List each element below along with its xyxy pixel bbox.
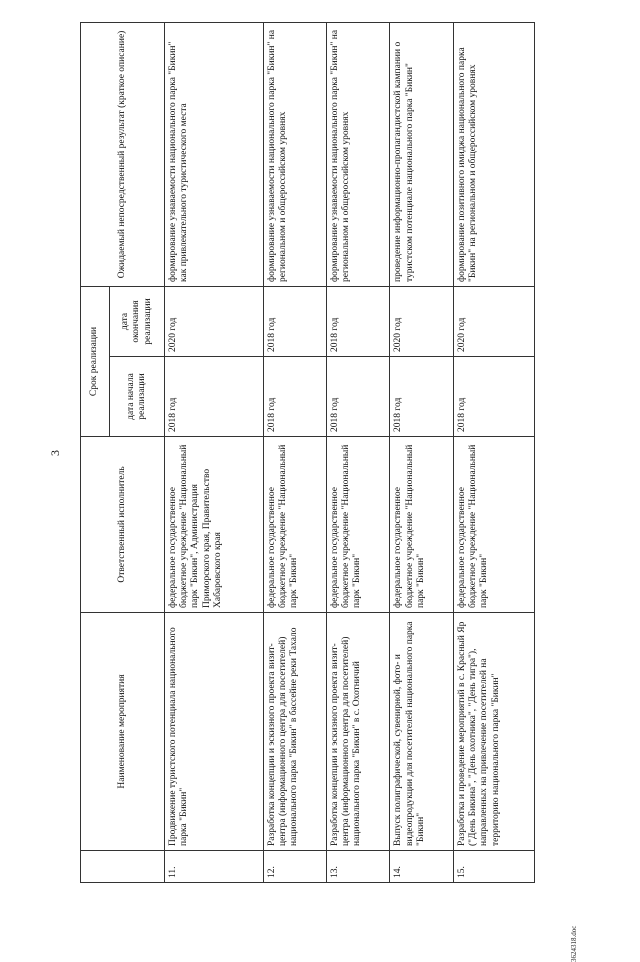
row-name: Выпуск полиграфической, сувенирной, фото- и видеопродукции для посетителей национального парка "Бикин"	[390, 613, 453, 851]
header-number	[81, 851, 165, 883]
row-number: 12.	[263, 851, 326, 883]
row-name: Продвижение туристского потенциала национального парка "Бикин"	[165, 613, 264, 851]
row-number: 13.	[327, 851, 390, 883]
row-end: 2020 год	[453, 286, 534, 356]
row-start: 2018 год	[263, 357, 326, 437]
table-row	[165, 22, 264, 882]
page-number: 3	[48, 450, 62, 456]
row-responsible: федеральное государственное бюджетное учреждение "Национальный парк "Бикин", Администрация Приморского края, Правительство Хабаровского края	[165, 437, 264, 613]
row-start: 2018 год	[453, 357, 534, 437]
table-row	[263, 22, 326, 882]
row-end: 2018 год	[263, 286, 326, 356]
row-name: Разработка концепции и эскизного проекта визит-центра (информационного центра для посетителей) национального парка "Бикин" в бассейне реки Тахало	[263, 613, 326, 851]
table-row	[327, 22, 390, 882]
table-row	[390, 22, 453, 882]
row-responsible: федеральное государственное бюджетное учреждение "Национальный парк "Бикин"	[263, 437, 326, 613]
row-start: 2018 год	[327, 357, 390, 437]
header-name: Наименование мероприятия	[81, 613, 165, 851]
row-end: 2020 год	[165, 286, 264, 356]
header-responsible: Ответственный исполнитель	[81, 437, 165, 613]
row-result: проведение информационно-пропагандистской кампании о туристском потенциале национального парка "Бикин"	[390, 22, 453, 286]
table-row	[453, 22, 534, 882]
row-number: 14.	[390, 851, 453, 883]
row-name: Разработка и проведение мероприятий в с. Красный Яр ("День Бикина", "День охотника", "День тигра"), направленных на привлечение посетителей на территорию национального парка "Бикин"	[453, 613, 534, 851]
row-end: 2020 год	[390, 286, 453, 356]
measures-table	[80, 22, 535, 883]
row-name: Разработка концепции и эскизного проекта визит-центра (информационного центра для посетителей) национального парка "Бикин" в с. Охотничий	[327, 613, 390, 851]
document-file-code: 3624318.doc	[570, 925, 578, 962]
row-result: формирование узнаваемости национального парка "Бикин" как привлекательного туристического места	[165, 22, 264, 286]
row-end: 2018 год	[327, 286, 390, 356]
row-responsible: федеральное государственное бюджетное учреждение "Национальный парк "Бикин"	[453, 437, 534, 613]
header-start-date: дата начала реализации	[110, 357, 165, 437]
row-number: 11.	[165, 851, 264, 883]
row-responsible: федеральное государственное бюджетное учреждение "Национальный парк "Бикин"	[327, 437, 390, 613]
row-number: 15.	[453, 851, 534, 883]
row-start: 2018 год	[390, 357, 453, 437]
row-start: 2018 год	[165, 357, 264, 437]
header-end-date: дата окончания реализации	[110, 286, 165, 356]
row-result: формирование узнаваемости национального парка "Бикин" на региональном и общероссийском уровнях	[327, 22, 390, 286]
header-period: Срок реализации	[81, 286, 110, 436]
row-result: формирование узнаваемости национального парка "Бикин" на региональном и общероссийском уровнях	[263, 22, 326, 286]
header-result: Ожидаемый непосредственный результат (краткое описание)	[81, 22, 165, 286]
row-responsible: федеральное государственное бюджетное учреждение "Национальный парк "Бикин"	[390, 437, 453, 613]
table-header-row	[81, 22, 110, 882]
row-result: формирование позитивного имиджа национального парка "Бикин" на региональном и общероссийском уровнях	[453, 22, 534, 286]
rotated-table-container	[80, 23, 535, 883]
